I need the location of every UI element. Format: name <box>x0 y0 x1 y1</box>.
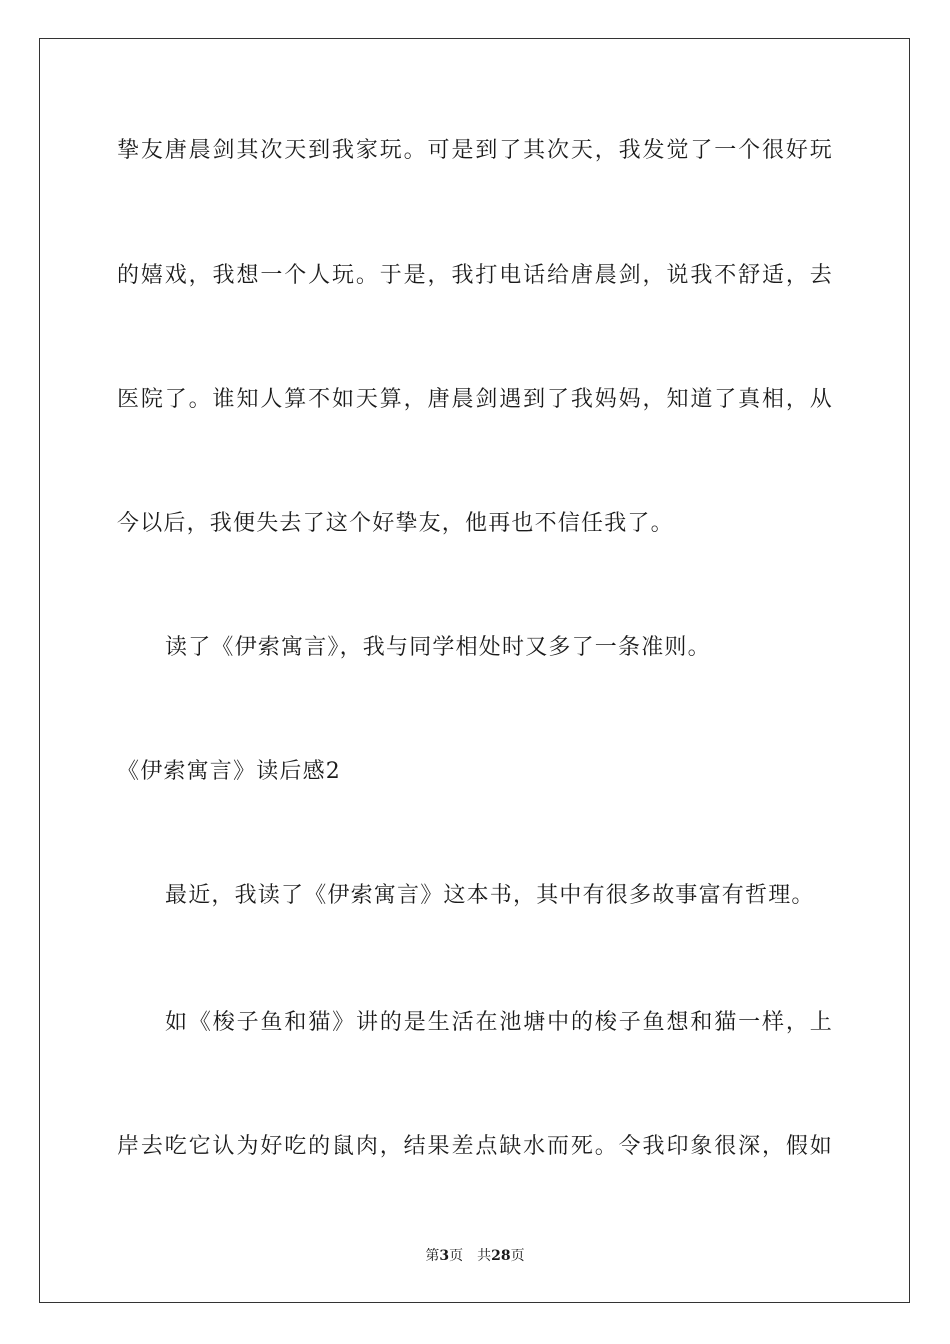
page-footer <box>0 1246 950 1266</box>
paragraph-conclusion: 读了《伊索寓言》，我与同学相处时又多了一条准则。 <box>165 635 711 660</box>
footer-total-unit: 页 <box>510 1248 525 1264</box>
current-page-number: 3 <box>439 1248 450 1264</box>
text-line-1: 挚友唐晨剑其次天到我家玩。可是到了其次天，我发觉了一个很好玩 <box>117 138 833 163</box>
footer-page-unit: 页 <box>449 1248 464 1264</box>
text-line-2: 的嬉戏，我想一个人玩。于是，我打电话给唐晨剑，说我不舒适，去 <box>117 263 833 288</box>
section-heading: 《伊索寓言》读后感2 <box>117 759 341 784</box>
paragraph-example-line-2: 岸去吃它认为好吃的鼠肉，结果差点缺水而死。令我印象很深，假如 <box>117 1134 833 1159</box>
total-pages-number: 28 <box>491 1248 511 1264</box>
paragraph-intro: 最近，我读了《伊索寓言》这本书，其中有很多故事富有哲理。 <box>165 883 815 908</box>
footer-total-prefix: 共 <box>477 1248 492 1264</box>
text-line-3: 医院了。谁知人算不如天算，唐晨剑遇到了我妈妈，知道了真相，从 <box>117 387 833 412</box>
text-line-4: 今以后，我便失去了这个好挚友，他再也不信任我了。 <box>117 511 674 536</box>
paragraph-example-line-1: 如《梭子鱼和猫》讲的是生活在池塘中的梭子鱼想和猫一样，上 <box>165 1010 833 1035</box>
footer-prefix: 第 <box>425 1248 440 1264</box>
page-frame <box>39 38 910 1303</box>
